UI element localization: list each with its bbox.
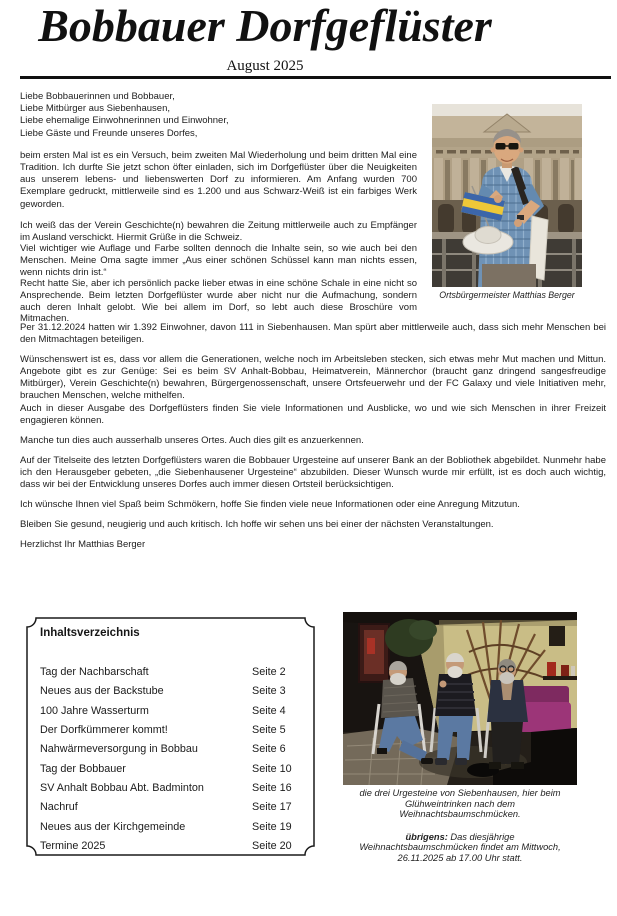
toc-entry bbox=[40, 837, 303, 856]
toc-title: Inhaltsverzeichnis bbox=[40, 627, 140, 639]
toc-entry-page: Seite 17 bbox=[252, 801, 292, 814]
letter-paragraph: Auf der Titelseite des letzten Dorfgeflüsters waren die Bobbauer Urgesteine auf unserer Bank an der Bobliothek abgebildet. Nunmehr habe ich den Herausgeber gebeten, „die Siebenhausener Urgesteine“ abzubilden. Dieser Wunsch wurde mir erfüllt, ist es doch auch wichtig, dass wir bei der Entwicklung unseres Dorfes auch immer diesen Ortsteil berücksichtigen. bbox=[20, 454, 606, 491]
toc-entry bbox=[40, 760, 303, 779]
portrait-caption: Ortsbürgermeister Matthias Berger bbox=[439, 290, 575, 300]
letter-paragraph: Bleiben Sie gesund, neugierig und auch kritisch. Ich hoffe wir sehen uns bei einer der nächsten Veranstaltungen. bbox=[20, 519, 494, 531]
salutation-line: Liebe Mitbürger aus Siebenhausen, bbox=[20, 103, 170, 115]
letter-signoff: Herzlichst Ihr Matthias Berger bbox=[20, 539, 146, 551]
toc-entry-page: Seite 5 bbox=[252, 724, 286, 737]
letter-paragraph: beim ersten Mal ist es ein Versuch, beim zweiten Mal Wiederholung und beim dritten Mal eine Tradition. Ich durfte Sie jetzt schon öfter einladen, sich im Dorfgeflüster über die Neuigkeiten aus unserem lebens- und liebenswerten Dorf zu informieren. Am Anfang wurden 700 Exemplare gedruckt, mittlerweile sind es 1.200 und aus Schwarz-Weiß ist ein farbiges Werk geworden. bbox=[20, 149, 417, 210]
group-photo-captions bbox=[330, 788, 590, 863]
toc-entry bbox=[40, 663, 303, 682]
issue-date: August 2025 bbox=[226, 58, 304, 74]
header-rule bbox=[20, 76, 611, 79]
salutation-line: Liebe Bobbauerinnen und Bobbauer, bbox=[20, 91, 175, 102]
portrait-figure bbox=[432, 104, 582, 300]
letter-quality-block bbox=[20, 220, 417, 325]
toc-list bbox=[40, 663, 303, 856]
toc-entry-label: 100 Jahre Wasserturm bbox=[40, 704, 149, 717]
toc-entry bbox=[40, 798, 303, 817]
toc-entry-label: Neues aus der Kirchgemeinde bbox=[40, 820, 186, 833]
toc-entry-page: Seite 10 bbox=[252, 762, 292, 775]
note-lead: übrigens: bbox=[405, 831, 448, 842]
toc-entry-page: Seite 20 bbox=[252, 840, 292, 853]
toc-entry bbox=[40, 818, 303, 837]
group-photo-figure bbox=[343, 612, 577, 785]
toc-entry-label: Nachruf bbox=[40, 801, 78, 814]
letter-paragraph: Auch in dieser Ausgabe des Dorfgeflüsters finden Sie viele Informationen und Ausblicke, wo und wie sich Menschen in ihrer Freizeit engagieren können. bbox=[20, 402, 606, 426]
letter-paragraph: Ich weiß das der Verein Geschichte(n) bewahren die Zeitung mittlerweile auch zu Empfänger im Ausland verschickt. Hiermit Grüße in die Schweiz. bbox=[20, 219, 417, 243]
letter-intro-column bbox=[20, 91, 417, 325]
page-title: Bobbauer Dorfgeflüster bbox=[38, 0, 492, 51]
toc-entry bbox=[40, 740, 303, 759]
toc-entry-label: Der Dorfkümmerer kommt! bbox=[40, 724, 168, 737]
letter-paragraph: Viel wichtiger wie Auflage und Farbe sollten dennoch die Inhalte sein, so wie auch bei den Menschen. Meine Oma sagte immer „Aus einer schönen Schüssel kann man nichts essen, wenn nichts drin ist.“ bbox=[20, 243, 417, 278]
toc-entry-page: Seite 6 bbox=[252, 743, 286, 756]
toc-entry-label: Termine 2025 bbox=[40, 840, 106, 853]
toc-entry-label: Neues aus der Backstube bbox=[40, 685, 164, 698]
toc-entry-page: Seite 19 bbox=[252, 820, 292, 833]
letter-paragraph: Manche tun dies auch ausserhalb unseres Ortes. Auch dies gilt es anzuerkennen. bbox=[20, 434, 364, 446]
letter-paragraph: Wünschenswert ist es, dass vor allem die Generationen, welche noch im Arbeitsleben stecken, sich etwas mehr Mut machen und Mittun. Angebote gibt es zur Genüge: Sei es beim SV Anhalt-Bobbau, Heimatverein, Männerchor (braucht ganz dringend sangesfreudige Mitbürger), Verein Geschichte(n) bewahren, Bürgergenossenschaft, unsere Ortsfeuerwehr und der FC Galaxy und viele Initiativen mehr, brauchen Menschen, welche mithelfen. bbox=[20, 354, 606, 402]
toc-entry-label: Tag der Nachbarschaft bbox=[40, 666, 149, 678]
toc-box bbox=[26, 617, 315, 856]
salutation-line: Liebe Gäste und Freunde unseres Dorfes, bbox=[20, 127, 198, 139]
group-photo-caption: die drei Urgesteine von Siebenhausen, hier beim Glühweintrinken nach dem Weihnachtsbaumschmücken. bbox=[359, 788, 561, 819]
toc-entry bbox=[40, 682, 303, 701]
toc-entry-label: Tag der Bobbauer bbox=[40, 762, 126, 775]
salutation-line: Liebe ehemalige Einwohnerinnen und Einwohner, bbox=[20, 115, 229, 127]
toc-entry-label: Nahwärmeversorgung in Bobbau bbox=[40, 743, 198, 756]
toc-entry bbox=[40, 721, 303, 740]
group-photo bbox=[343, 612, 577, 785]
toc-entry bbox=[40, 779, 303, 798]
toc-entry-label: SV Anhalt Bobbau Abt. Badminton bbox=[40, 782, 204, 795]
toc-entry bbox=[40, 702, 303, 721]
toc-entry-page: Seite 4 bbox=[252, 704, 286, 717]
letter-paragraph: Recht hatte Sie, aber ich persönlich packe lieber etwas in eine schöne Schale in eine nicht so Ansprechende. Beim letzten Dorfgeflüster wurde aber nicht nur die Aufmachung, sondern auch deren Inhalt gelobt. Wie bei allem im Dorf, so lebt auch diese Broschüre vom Mitmachen. bbox=[20, 278, 417, 325]
toc-entry-page: Seite 3 bbox=[252, 685, 286, 698]
group-photo-note: übrigens: Das diesjährige Weihnachtsbaumschmücken findet am Mittwoch, 26.11.2025 ab 17.00 Uhr statt. bbox=[359, 831, 561, 863]
letter-salutation bbox=[20, 91, 417, 140]
letter-full-column bbox=[20, 322, 606, 559]
letter-paragraph: Ich wünsche Ihnen viel Spaß beim Schmökern, hoffe Sie finden viele neue Informationen oder eine Anregung Mitzutun. bbox=[20, 499, 520, 511]
portrait-photo bbox=[432, 104, 582, 287]
letter-paragraph: Per 31.12.2024 hatten wir 1.392 Einwohner, davon 111 in Siebenhausen. Man spürt aber mittlerweile auch, dass sich mehr Menschen bei den Mitmachtagen beteiligen. bbox=[20, 322, 606, 346]
toc-entry-page: Seite 2 bbox=[252, 666, 286, 678]
toc-entry-page: Seite 16 bbox=[252, 782, 292, 795]
